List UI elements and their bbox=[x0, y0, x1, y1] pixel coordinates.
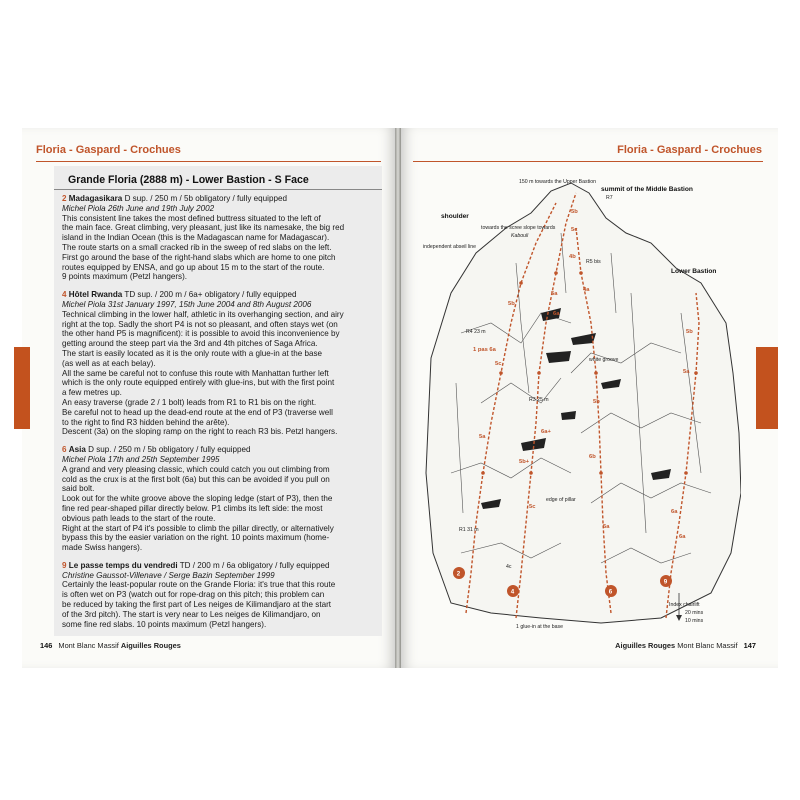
route-text: (as well as at each belay). bbox=[62, 358, 156, 368]
topo-label: 20 mins bbox=[685, 610, 704, 616]
grade-label: 4c bbox=[506, 564, 512, 570]
route-grade: D sup. / 250 m / 5b obligatory / fully equipped bbox=[124, 194, 287, 203]
route-text: bypass this by the easier variation on the right. 10 points maximum (home- bbox=[62, 533, 330, 543]
grade-label: 6b bbox=[589, 454, 596, 460]
grade-label: 5b bbox=[571, 209, 578, 215]
left-footer bbox=[36, 641, 181, 650]
footer-book: Mont Blanc Massif bbox=[677, 641, 738, 650]
right-page bbox=[401, 128, 778, 668]
route-marker-label: 4 bbox=[510, 588, 515, 596]
route-text: obvious path leads to the start of the route. bbox=[62, 513, 216, 523]
section-title: Grande Floria (2888 m) - Lower Bastion - S Face bbox=[68, 174, 309, 186]
route-number: 2 bbox=[62, 194, 67, 203]
route-heading bbox=[62, 290, 378, 300]
grade-label: 5c bbox=[529, 504, 536, 510]
route-marker-label: 2 bbox=[456, 570, 461, 578]
topo-label-lower-bastion: Lower Bastion bbox=[671, 268, 717, 275]
grade-label: 5b bbox=[593, 399, 600, 405]
route-text: a few metres up. bbox=[62, 388, 122, 398]
route-text: said bolt. bbox=[62, 484, 95, 494]
grade-label: 4b bbox=[569, 254, 576, 260]
route-text: fine red pear-shaped pillar directly below. P1 climbs its left side: the most bbox=[62, 503, 323, 513]
topo-diagram bbox=[421, 173, 741, 633]
route-text: to the right to find R3 hidden behind the arête). bbox=[62, 417, 230, 427]
route-list bbox=[62, 194, 378, 637]
route-description-panel bbox=[54, 166, 382, 636]
route-text: Certainly the least-popular route on the Grande Floria: it's true that this route bbox=[62, 580, 336, 590]
chapter-thumb-tab-right bbox=[756, 347, 778, 429]
route-heading bbox=[62, 561, 378, 571]
route-name: Madagasikara bbox=[68, 194, 123, 203]
route-number: 4 bbox=[62, 290, 67, 300]
grade-label: 5a bbox=[551, 291, 558, 297]
topo-label: 1 pas 6a bbox=[473, 347, 496, 353]
topo-label: 150 m towards the Upper Bastion bbox=[519, 179, 596, 185]
grade-label: 4a bbox=[583, 287, 590, 293]
topo-label: towards the scree slope towards bbox=[481, 225, 556, 231]
page-number: 147 bbox=[743, 641, 756, 650]
topo-label: white groove bbox=[589, 357, 619, 363]
first-ascent: Michel Piola 26th June and 19th July 2002 bbox=[62, 203, 215, 213]
footer-section: Aiguilles Rouges bbox=[615, 641, 676, 650]
route-text: which is the only route equipped entirely with glue-ins, but with the first point bbox=[62, 378, 335, 388]
route-text: made Swiss hangers). bbox=[62, 543, 143, 553]
route-text: some fine red slabs. 10 points maximum (Petzl hangers). bbox=[62, 619, 267, 629]
grade-label: 6a bbox=[671, 509, 678, 515]
route-text: is often wet on P3 (watch out for rope-drag on this pitch; this problem can bbox=[62, 590, 325, 600]
route-name: Asia bbox=[68, 445, 86, 455]
first-ascent: Christine Gaussot-Villenave / Serge Bazin September 1999 bbox=[62, 570, 275, 580]
grade-label: 5a bbox=[603, 524, 610, 530]
route-text: Be careful not to head up the dead-end route at the end of P3 (traverse well bbox=[62, 407, 333, 417]
route-text: the other hand P5 is magnificent): it is possible to avoid this inconvenience by bbox=[62, 329, 340, 339]
route-text: 9 points maximum (Petzl hangers). bbox=[62, 272, 188, 282]
first-ascent: Michel Piola 17th and 25th September 1995 bbox=[62, 454, 220, 464]
route-heading bbox=[62, 194, 378, 204]
grade-label: 5a bbox=[479, 434, 486, 440]
route-entry bbox=[62, 194, 378, 282]
route-text: cold as the crux is at the first bolt (6a) but this can be avoided if you pull on bbox=[62, 474, 330, 484]
topo-label: edge of pillar bbox=[546, 497, 576, 503]
topo-label: R1 31 m bbox=[459, 527, 479, 533]
header-rule bbox=[413, 161, 763, 162]
grade-label: 5c bbox=[571, 227, 578, 233]
route-text: Technical climbing in the lower half, athletic in its overhanging section, and airy bbox=[62, 309, 344, 319]
route-grade: TD / 200 m / 6a obligatory / fully equipped bbox=[179, 560, 330, 570]
route-text: An easy traverse (grade 2 / 1 bolt) leads from R1 to R1 bis on the right. bbox=[62, 397, 317, 407]
page-header-title: Floria - Gaspard - Crochues bbox=[36, 144, 181, 156]
first-ascent: Michel Piola 31st January 1997, 15th June 2004 and 8th August 2006 bbox=[62, 299, 312, 309]
left-page bbox=[22, 128, 395, 668]
route-text: getting around the steep part via the 3rd and 4th pitches of Saga Africa. bbox=[62, 339, 318, 349]
footer-book: Mont Blanc Massif bbox=[58, 641, 119, 650]
footer-section: Aiguilles Rouges bbox=[120, 641, 181, 650]
grade-label: 5b bbox=[686, 329, 693, 335]
route-text: The start is easily located as it is the only route with a glue-in at the base bbox=[62, 348, 323, 358]
grade-label: 5c bbox=[495, 361, 502, 367]
topo-label: R4 23 m bbox=[466, 329, 486, 335]
route-text: the main face. Great climbing, very pleasant, just like its namesake, the big red bbox=[62, 223, 345, 233]
route-number: 9 bbox=[62, 560, 67, 570]
page-number: 146 bbox=[40, 641, 53, 650]
header-rule bbox=[36, 161, 381, 162]
section-rule bbox=[54, 189, 382, 190]
grade-label: 5a bbox=[683, 369, 690, 375]
grade-label: 6a bbox=[553, 311, 560, 317]
route-marker-label: 6 bbox=[608, 588, 613, 596]
guidebook-spread bbox=[22, 128, 778, 668]
route-text: of the 3rd pitch). The start is very near to Les neiges de Kilimandjaro, on bbox=[62, 609, 321, 619]
grade-label: 5b+ bbox=[519, 459, 530, 465]
grade-label: 6a bbox=[679, 534, 686, 540]
route-text: Right at the start of P4 it's possible to climb the pillar directly, or alternatively bbox=[62, 523, 334, 533]
route-text: routes equipped by ENSA, and go up about 15 m to the start of the route. bbox=[62, 262, 325, 272]
right-footer bbox=[615, 641, 760, 650]
route-entry bbox=[62, 290, 378, 437]
route-text: island in the Indian Ocean (this is the Madagascan name for Madagascar). bbox=[62, 233, 330, 243]
route-heading bbox=[62, 445, 378, 455]
topo-label: R5 bis bbox=[586, 259, 601, 265]
topo-label: Kabouli bbox=[511, 233, 529, 239]
topo-label-summit: summit of the Middle Bastion bbox=[601, 186, 693, 193]
topo-label-shoulder: shoulder bbox=[441, 213, 469, 220]
route-entry bbox=[62, 561, 378, 630]
route-name: Le passe temps du vendredi bbox=[68, 560, 178, 570]
topo-label: Index chairlift bbox=[669, 602, 700, 608]
grade-label: 5b bbox=[508, 301, 515, 307]
topo-label: R3 25 m bbox=[529, 397, 549, 403]
route-entry bbox=[62, 445, 378, 553]
chapter-thumb-tab-left bbox=[14, 347, 30, 429]
topo-label: 10 mins bbox=[685, 618, 704, 624]
page-header-title: Floria - Gaspard - Crochues bbox=[617, 144, 762, 156]
route-text: All the same be careful not to confuse this route with Manhattan further left bbox=[62, 368, 329, 378]
grade-label: 6a+ bbox=[541, 429, 551, 435]
route-text: be reduced by taking the first part of Les neiges de Kilimandjaro at the start bbox=[62, 600, 332, 610]
route-grade: TD sup. / 200 m / 6a+ obligatory / fully equipped bbox=[124, 290, 297, 300]
route-number: 6 bbox=[62, 445, 67, 455]
topo-label: independent abseil line bbox=[423, 244, 477, 250]
route-text: Descent (3a) on the sloping ramp on the right to reach R3 bis. Petzl hangers. bbox=[62, 427, 338, 437]
route-marker-label: 9 bbox=[663, 578, 668, 586]
topo-label: 1 glue-in at the base bbox=[516, 624, 564, 630]
topo-label: R7 bbox=[606, 195, 613, 201]
route-grade: D sup. / 250 m / 5b obligatory / fully equipped bbox=[88, 445, 251, 455]
route-text: Look out for the white groove above the sloping ledge (start of P3), then the bbox=[62, 494, 333, 504]
route-text: This consistent line takes the most defined buttress situated to the left of bbox=[62, 213, 321, 223]
route-text: A grand and very pleasing classic, which could catch you out climbing from bbox=[62, 464, 330, 474]
route-text: right at the top. Sadly the short P4 is not so pleasant, and often stays wet (on bbox=[62, 319, 338, 329]
route-name: Hôtel Rwanda bbox=[68, 290, 123, 300]
route-text: First go around the base of the right-hand slabs which are home to one pitch bbox=[62, 252, 336, 262]
route-text: The route starts on a small cracked rib in the sweep of red slabs on the left. bbox=[62, 242, 332, 252]
